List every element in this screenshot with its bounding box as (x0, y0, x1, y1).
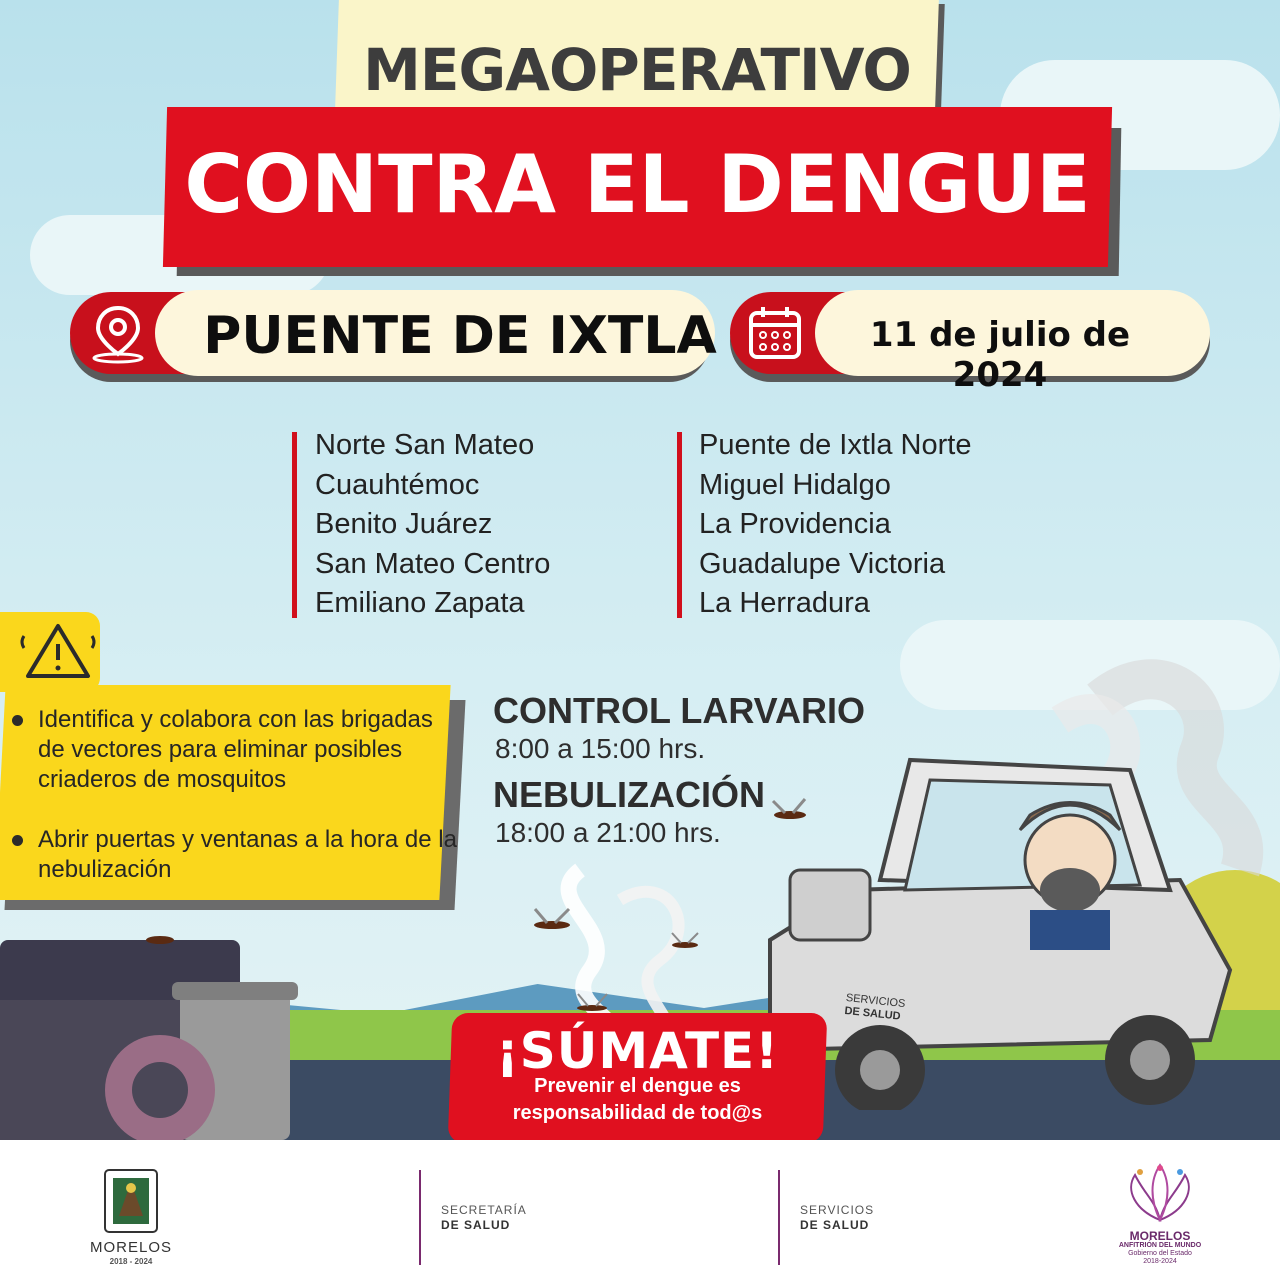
nebulizacion-hours: 18:00 a 21:00 hrs. (495, 817, 721, 848)
tip-text: Identifica y colabora con las brigadas de vectores para eliminar posibles criaderos de mosquitos (38, 706, 433, 793)
colonias-left-list (315, 426, 550, 624)
servicios-line-2: DE SALUD (800, 1218, 870, 1232)
cta-line-2: responsabilidad de tod@s (512, 1102, 763, 1124)
column-accent-bar (677, 432, 682, 618)
mosquito-icon (525, 905, 580, 945)
list-item: Emiliano Zapata (315, 587, 525, 619)
list-item: Puente de Ixtla Norte (699, 429, 972, 461)
logo-years: 2018-2024 (1143, 1258, 1177, 1265)
list-item: La Providencia (699, 508, 891, 540)
nebulizacion-title: NEBULIZACIÓN (493, 774, 765, 815)
tip-item (12, 825, 458, 885)
warning-icon (18, 618, 98, 684)
event-date: 11 de julio de 2024 (869, 315, 1131, 395)
morelos-years: 2018 - 2024 (109, 1257, 153, 1266)
list-item: Guadalupe Victoria (699, 547, 946, 580)
location-name: PUENTE DE IXTLA (203, 306, 717, 366)
list-item: Benito Juárez (315, 508, 493, 540)
servicios-salud-label (800, 1203, 874, 1233)
morelos-label: MORELOS (89, 1239, 172, 1256)
trash-and-tire-illustration (0, 920, 300, 1140)
list-item: La Herradura (699, 587, 870, 619)
tip-item (12, 705, 458, 795)
logo-government: Gobierno del Estado (1128, 1250, 1192, 1257)
tip-text: Abrir puertas y ventanas a la hora de la nebulización (38, 826, 457, 883)
logo-subtitle: ANFITRIÓN DEL MUNDO (1118, 1242, 1202, 1249)
calendar-icon (745, 303, 805, 363)
mosquito-icon (665, 930, 705, 960)
colonias-right-list (699, 426, 971, 624)
logo-title: MORELOS (1129, 1229, 1191, 1243)
secretaria-line-1: SECRETARÍA (441, 1203, 527, 1217)
morelos-anfitrion-block (1105, 1230, 1215, 1266)
control-larvario-hours: 8:00 a 15:00 hrs. (495, 733, 706, 764)
list-item: San Mateo Centro (315, 547, 551, 580)
morelos-lotus-logo (1115, 1160, 1205, 1230)
servicios-line-1: SERVICIOS (800, 1203, 875, 1217)
column-accent-bar (292, 432, 297, 618)
location-pin-icon (88, 302, 148, 364)
bullet-icon (12, 715, 23, 726)
list-item: Miguel Hidalgo (699, 468, 891, 501)
footer-divider (419, 1170, 421, 1265)
footer-divider (778, 1170, 780, 1265)
truck-door-text-1: SERVICIOS (845, 991, 906, 1011)
cta-line-1: Prevenir el dengue es (534, 1075, 741, 1097)
list-item: Cuauhtémoc (315, 468, 480, 501)
morelos-shield-logo (103, 1168, 159, 1234)
cta-subtitle (450, 1073, 825, 1127)
truck-door-text-2: DE SALUD (843, 1004, 902, 1023)
secretaria-salud-label (441, 1203, 527, 1233)
cta-title: ¡SÚMATE! (495, 1022, 780, 1080)
control-larvario-title: CONTROL LARVARIO (493, 690, 866, 731)
list-item: Norte San Mateo (315, 429, 535, 461)
secretaria-line-2: DE SALUD (441, 1218, 511, 1232)
title-top: MEGAOPERATIVO (363, 36, 911, 104)
bullet-icon (12, 835, 23, 846)
title-main: CONTRA EL DENGUE (184, 138, 1091, 231)
